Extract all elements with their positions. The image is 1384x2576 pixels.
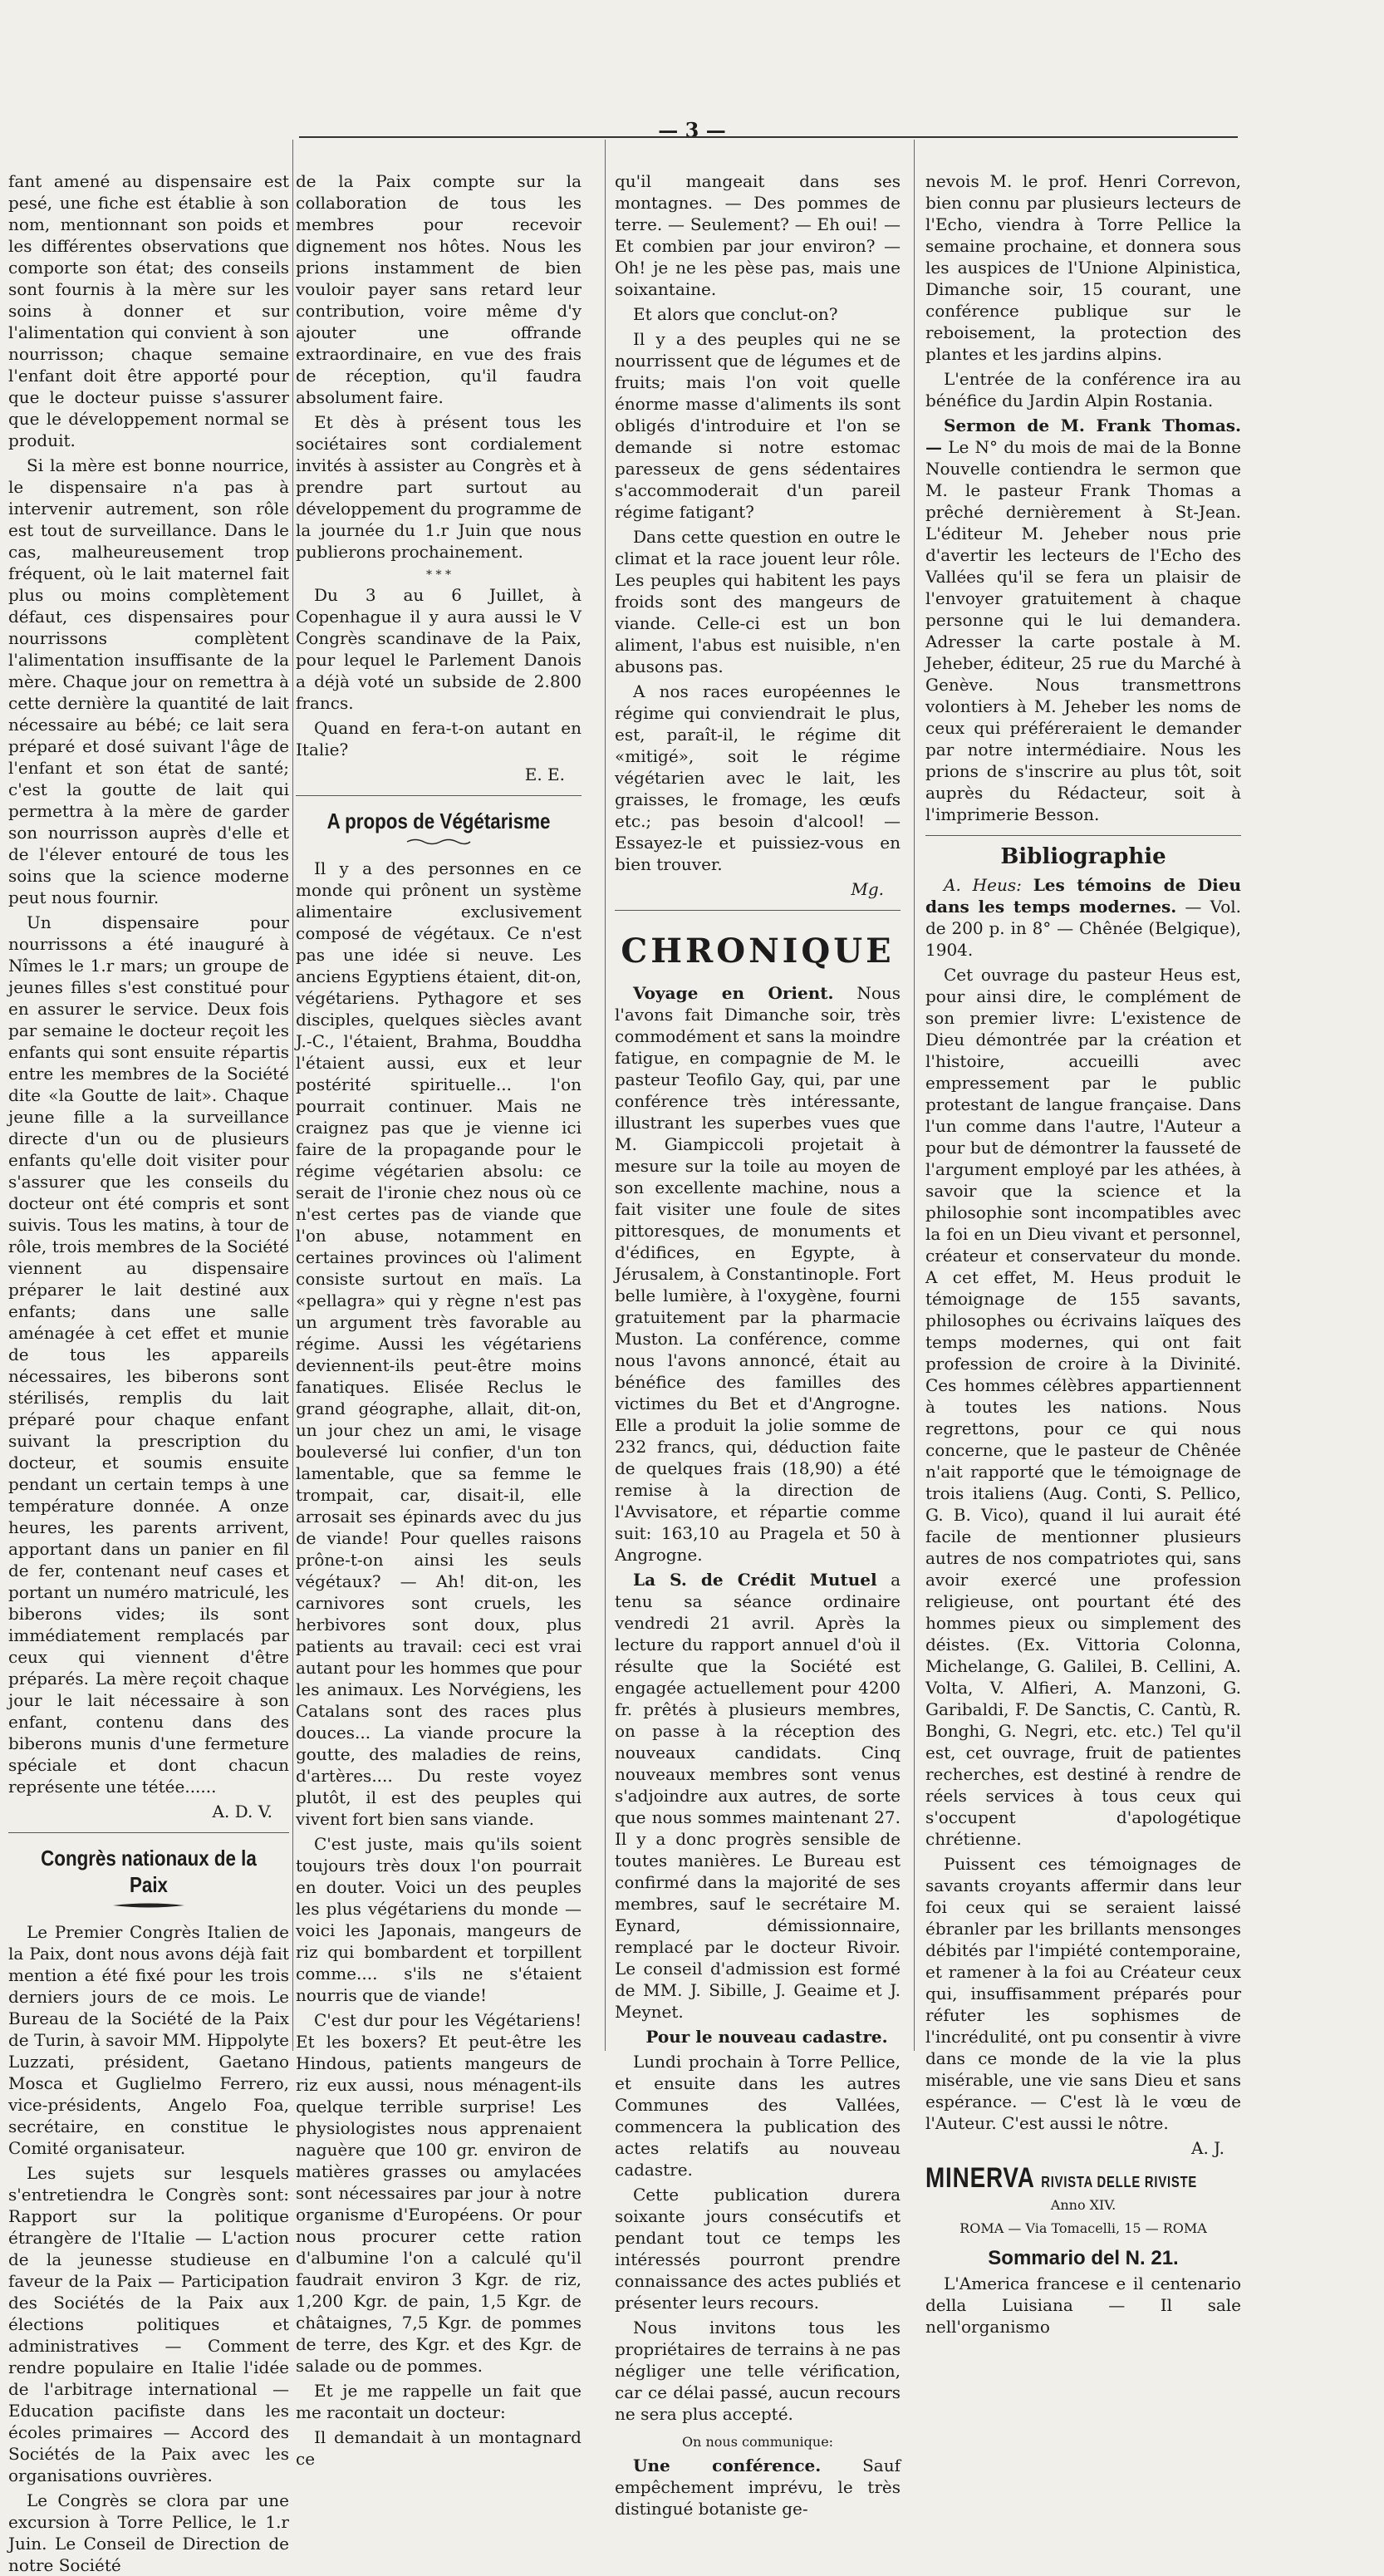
- column-divider: [605, 140, 606, 2051]
- column-divider: [914, 140, 915, 2051]
- paragraph-text: Nous l'avons fait Dimanche soir, très commodément et sans la moindre fatigue, en compagnie de M. le pasteur Teofilo Gay, qui, par une conférence très intéressante, illustrant les superbes vues que M. Giampiccoli projetait à mesure sur la toile au moyen de son excellente machine, nous a fait visiter une foule de sites pittoresques, de monuments et d'édifices, en Egypte, à Jérusalem, à Constantinople. Fort belle lumière, à l'oxygène, fourni gratuitement par la pharmacie Muston. La conférence, comme nous l'avons annoncé, était au bénéfice des familles des victimes du Bet et d'Angrogne. Elle a produit la jolie somme de 232 francs, qui, déduction faite de quelques frais (18,90) a été remise à la direction de l'Avvisatore, et répartie comme suit: 163,10 au Pragela et 50 à Angrogne.: [615, 983, 901, 1565]
- subheading: Une conférence.: [633, 2456, 822, 2475]
- book-details: — Vol. de 200 p. in 8° — Chênée (Belgique), 1904.: [925, 897, 1241, 960]
- column-3: [615, 170, 901, 2519]
- section-rule: [925, 835, 1241, 836]
- column-2: [296, 170, 582, 2469]
- paragraph: Et je me rappelle un fait que me racontait un docteur:: [296, 2381, 582, 2422]
- section-title: A propos de Végétarisme: [326, 809, 551, 833]
- signature: A. J.: [1191, 2138, 1224, 2158]
- subheading: Pour le nouveau cadastre.: [645, 2027, 888, 2047]
- section-title: Congrès nationaux de la Paix: [41, 1846, 257, 1897]
- book-title: Les témoins de Dieu dans les temps modernes.: [925, 875, 1242, 917]
- column-divider: [292, 140, 293, 2051]
- paragraph: Puissent ces témoignages de savants croyants affermir dans leur foi ceux qui se seraient laissé ébranler par les brillants mensonges débités par l'impiété contemporaine, et ramener à la foi au Créateur ceux qui, insuffisamment préparés pour réfuter les sophismes de l'incrédulité, ont pu consentir à vivre dans ce monde de la vie la plus misérable, une vie sans Dieu et sans espérance. — C'est là le vœu de l'Auteur. C'est aussi le nôtre.: [925, 1854, 1241, 2133]
- chronique-heading: CHRONIQUE: [621, 932, 895, 971]
- paragraph-text: Le N° du mois de mai de la Bonne Nouvelle contiendra le sermon que M. le pasteur Frank Thomas a prêché dernièrement à St-Jean. L'éditeur M. Jeheber nous prie d'avertir les lecteurs de l'Echo des Vallées qu'il se fera un plaisir de l'envoyer gratuitement à chaque personne qui le lui demandera. Adresser la carte postale à M. Jeheber, éditeur, 25 rue du Marché à Genève. Nous transmettrons volontiers à M. Jeheber les noms de ceux qui préféreraient le demander par notre intermédiaire. Nous les prions de s'inscrire au plus tôt, soit auprès du Rédacteur, soit à l'imprimerie Besson.: [925, 437, 1241, 824]
- paragraph-text: Sauf empêchement imprévu, le très distingué botaniste ge-: [615, 2456, 901, 2519]
- signature: E. E.: [524, 764, 565, 784]
- ornament-rule: [111, 1901, 186, 1910]
- minerva-title: MINERVA: [925, 2162, 1034, 2194]
- paragraph: Si la mère est bonne nourrice, le dispensaire n'a pas à intervenir autrement, son rôle est tout de surveillance. Dans le cas, malheureusement trop fréquent, où le lait maternel fait plus ou moins complètement défaut, ces dispensaires pour nourrissons complètent l'alimentation insuffisante de la mère. Chaque jour on remettra à cette dernière la quantité de lait nécessaire au bébé; ce lait sera préparé et dosé suivant l'âge de l'enfant et son état de santé; c'est la goutte de lait qui permettra à la mère de garder son nourrisson auprès d'elle et de l'élever entouré de tous les soins que la science moderne peut nous fournir.: [8, 455, 289, 907]
- minerva-masthead: [925, 2162, 1198, 2194]
- section-rule: [296, 795, 582, 796]
- paragraph: Dans cette question en outre le climat et la race jouent leur rôle. Les peuples qui habitent les pays froids sont des mangeurs de viande. Celle-ci est un bon aliment, l'abus est nuisible, n'en abusons pas.: [615, 527, 901, 676]
- paragraph: Le Premier Congrès Italien de la Paix, dont nous avons déjà fait mention a été fixé pour les trois derniers jours de ce mois. Le Bureau de la Société de la Paix de Turin, à savoir MM. Hippolyte Luzzati, président, Gaetano Mosca et Guglielmo Ferrero, vice-présidents, Angelo Foa, secrétaire, en constitue le Comité organisateur.: [8, 1922, 289, 2158]
- subheading: Sermon de M. Frank Thomas. —: [925, 415, 1241, 457]
- signature: Mg.: [851, 879, 884, 899]
- paragraph: Quand en fera-t-on autant en Italie?: [296, 718, 582, 760]
- page-number: — 3 —: [658, 118, 726, 142]
- sommario-heading: Sommario del N. 21.: [988, 2247, 1179, 2269]
- paragraph: Lundi prochain à Torre Pellice, et ensuite dans les autres Communes des Vallées, commencera la publication des actes relatifs au nouveau cadastre.: [615, 2052, 901, 2180]
- paragraph: Et dès à présent tous les sociétaires sont cordialement invités à assister au Congrès et à prendre part surtout au développement du programme de la journée du 1.r Juin que nous publierons prochainement.: [296, 412, 582, 562]
- paragraph: Le Congrès se clora par une excursion à Torre Pellice, le 1.r Juin. Le Conseil de Direction de notre Société: [8, 2490, 289, 2575]
- minerva-address: ROMA — Via Tomacelli, 15 — ROMA: [959, 2220, 1207, 2236]
- minerva-year: Anno XIV.: [1050, 2197, 1117, 2213]
- header-rule: [299, 136, 1238, 138]
- section-rule: [615, 910, 901, 911]
- column-1: [8, 170, 289, 2575]
- paragraph: Cette publication durera soixante jours consécutifs et pendant tout ce temps les intéressés pourront prendre connaissance des actes publiés et présenter leurs recours.: [615, 2185, 901, 2313]
- paragraph: Un dispensaire pour nourrissons a été inauguré à Nîmes le 1.r mars; un groupe de jeunes filles s'est constitué pour en assurer le service. Deux fois par semaine le docteur reçoit les enfants qui sont ensuite répartis entre les membres de la Société dite «la Goutte de lait». Chaque jeune fille a la surveillance directe d'un ou de plusieurs enfants qu'elle doit visiter pour s'assurer que les conseils du docteur ont été compris et sont suivis. Tous les matins, à tour de rôle, trois membres de la Société viennent au dispensaire préparer le lait destiné aux enfants; dans une salle aménagée à cet effet et munie de tous les appareils nécessaires, les biberons sont stérilisés, remplis du lait préparé pour chaque enfant suivant la prescription du docteur, et soumis ensuite pendant un certain temps à une température donnée. A onze heures, les parents arrivent, apportant dans un panier en fil de fer, contenant neuf cases et portant un numéro matriculé, les biberons vides; ils sont immédiatement remplacés par ceux qui viennent d'être préparés. La mère reçoit chaque jour le lait nécessaire à son enfant, contenu dans des biberons munis d'une fermeture spéciale et dont chacun représente une tétée......: [8, 912, 289, 1797]
- subheading: La S. de Crédit Mutuel: [633, 1570, 877, 1590]
- paragraph: Du 3 au 6 Juillet, à Copenhague il y aura aussi le V Congrès scandinave de la Paix, pour lequel le Parlement Danois a déjà voté un subside de 2.800 francs.: [296, 585, 582, 713]
- signature: A. D. V.: [212, 1802, 272, 1821]
- paragraph: Il y a des personnes en ce monde qui prônent un système alimentaire exclusivement composé de végétaux. Ce n'est pas une idée si neuve. Les anciens Egyptiens étaient, dit-on, végétariens. Pythagore et ses disciples, quelques siècles avant J.-C., l'étaient, Brahma, Bouddha l'étaient aussi, eux et leur postérité spirituelle... l'on pourrait continuer. Mais ne craignez pas que je vienne ici faire de la propagande pour le régime végétarien absolu: ce serait de l'ironie chez nous où ce n'est certes pas de viande que l'on abuse, notamment en certaines provinces où l'aliment consiste surtout en maïs. La «pellagra» qui y règne n'est pas un argument très favorable au régime. Aussi les végétariens deviennent-ils peut-être moins fanatiques. Elisée Reclus le grand géographe, allait, dit-on, un jour chez un ami, le visage bouleversé lui confier, d'un ton lamentable, que sa femme le trompait, car, disait-il, elle arrosait ses épinards avec du jus de viande! Pour quelles raisons prône-t-on ainsi les seuls végétaux? — Ah! dit-on, les carnivores sont cruels, les herbivores sont doux, plus patients au travail: ceci est vrai autant pour les hommes que pour les animaux. Les Norvégiens, les Catalans sont des races plus douces... La viande procure la goutte, des maladies de reins, d'artères.... Du reste voyez plutôt, il est des peuples qui vivent fort bien sans viande.: [296, 858, 582, 1829]
- paragraph: Il y a des peuples qui ne se nourrissent que de légumes et de fruits; mais l'on voit quelle énorme masse d'aliments ils sont obligés d'introduire et l'on se demande si notre estomac paresseux de gens sédentaires s'accommoderait d'un pareil régime fatigant?: [615, 329, 901, 522]
- paragraph: L'entrée de la conférence ira au bénéfice du Jardin Alpin Rostania.: [925, 369, 1241, 410]
- paragraph: Les sujets sur lesquels s'entretiendra le Congrès sont: Rapport sur la politique étrangère de l'Italie — L'action de la jeunesse studieuse en faveur de la Paix — Participation des Sociétés de la Paix aux élections politiques et administratives — Comment rendre populaire en Italie l'idée de l'arbitrage international — Education pacifiste dans les écoles primaires — Accord des Sociétés de la Paix avec les organisations ouvrières.: [8, 2163, 289, 2485]
- paragraph: nevois M. le prof. Henri Correvon, bien connu par plusieurs lecteurs de l'Echo, viendra à Torre Pellice la semaine prochaine, et donnera sous les auspices de l'Unione Alpinistica, Dimanche soir, 15 courant, une conférence publique sur le reboisement, la protection des plantes et les jardins alpins.: [925, 171, 1241, 364]
- paragraph: Et alors que conclut-on?: [633, 304, 838, 324]
- paragraph: L'America francese e il centenario della Luisiana — Il sale nell'organismo: [925, 2274, 1241, 2337]
- subheading: Voyage en Orient.: [633, 983, 834, 1003]
- paragraph: qu'il mangeait dans ses montagnes. — Des pommes de terre. — Seulement? — Eh oui! — Et combien par jour environ? — Oh! je ne les pèse pas, mais une soixantaine.: [615, 171, 901, 299]
- paragraph-text: a tenu sa séance ordinaire vendredi 21 avril. Après la lecture du rapport annuel d'où il résulte que la Société est engagée actuellement pour 4200 fr. prêtés à plusieurs membres, on passe à la réception des nouveaux candidats. Cinq nouveaux membres sont venus s'adjoindre aux autres, de sorte que nous sommes maintenant 27. Il y a donc progrès sensible de toutes manières. Le Bureau est confirmé dans la majorité de ses membres, sauf le secrétaire M. Eynard, démissionnaire, remplacé par le docteur Rivoir. Le conseil d'admission est formé de MM. J. Sibille, J. Geaime et J. Meynet.: [615, 1570, 901, 2022]
- paragraph: de la Paix compte sur la collaboration de tous les membres pour recevoir dignement nos hôtes. Nous les prions instamment de bien vouloir payer sans retard leur contribution, voire même d'y ajouter une offrande extraordinaire, en vue des frais de réception, qu'il faudra absolument faire.: [296, 171, 582, 407]
- ornament-rule: [405, 838, 472, 846]
- bibliography-heading: Bibliographie: [1000, 844, 1166, 869]
- paragraph: Nous invitons tous les propriétaires de terrains à ne pas négliger une telle vérification, car ce délai passé, aucun recours ne sera plus accepté.: [615, 2318, 901, 2424]
- paragraph: Il demandait à un montagnard ce: [296, 2427, 582, 2469]
- section-rule: [8, 1832, 289, 1833]
- minerva-subtitle: RIVISTA DELLE RIVISTE: [1041, 2174, 1198, 2190]
- paragraph: C'est dur pour les Végétariens! Et les boxers? Et peut-être les Hindous, patients mangeurs de riz eux aussi, nous ménagent-ils quelque terrible surprise! Les physiologistes nous apprenaient naguère que 100 gr. environ de matières grasses ou amylacées sont nécessaires par jour à notre organisme d'Européens. Or pour nous procurer cette ration d'albumine l'on a calculé qu'il faudrait environ 3 Kgr. de riz, 1,200 Kgr. de pain, 1,5 Kgr. de châtaignes, 7,5 Kgr. de pommes de terre, des Kgr. et des Kgr. de salade ou de pommes.: [296, 2010, 582, 2376]
- paragraph: C'est juste, mais qu'ils soient toujours très doux l'on pourrait en douter. Voici un des peuples les plus végétariens du monde — voici les Japonais, mangeurs de riz qui bombardent et torpillent comme.... s'ils ne s'étaient nourris que de viande!: [296, 1834, 582, 2005]
- book-author: A. Heus:: [944, 875, 1022, 895]
- asterism: * * *: [426, 568, 451, 582]
- column-4: [925, 170, 1242, 2337]
- paragraph: Cet ouvrage du pasteur Heus est, pour ainsi dire, le complément de son premier livre: L'existence de Dieu démontrée par la création et l'histoire, accueilli avec empressement par le public protestant de langue française. Dans l'un comme dans l'autre, l'Auteur a pour but de démontrer la fausseté de l'argument employé par les athées, à savoir que la science et la philosophie sont incompatibles avec la foi en un Dieu vivant et personnel, créateur et conservateur du monde. A cet effet, M. Heus produit le témoignage de 155 savants, philosophes ou écrivains laïques des temps modernes, qui ont fait profession de croire à la Divinité. Ces hommes célèbres appartiennent à toutes les nations. Nous regrettons, pour ce qui nous concerne, que le pasteur de Chênée n'ait rapporté que le témoignage de trois italiens (Aug. Conti, S. Pellico, G. B. Vico), quand il lui aurait été facile de mentionner plusieurs autres de nos compatriotes qui, sans avoir exercé une profession religieuse, ont pourtant été des hommes pieux ou simplement des déistes. (Ex. Vittoria Colonna, Michelange, G. Galilei, B. Cellini, A. Volta, V. Alfieri, A. Manzoni, G. Garibaldi, F. De Sanctis, C. Cantù, R. Bonghi, G. Negri, etc. etc.) Tel qu'il est, cet ouvrage, fruit de patientes recherches, est destiné à rendre de réels services à tous ceux qui s'occupent d'apologétique chrétienne.: [925, 965, 1241, 1849]
- paragraph: A nos races européennes le régime qui conviendrait le plus, est, paraît-il, le régime dit «mitigé», soit le régime végétarien avec le lait, les graisses, le fromage, les œufs etc.; pas besoin d'alcool! — Essayez-le et puissiez-vous en bien trouver.: [615, 681, 901, 874]
- communique-label: On nous communique:: [681, 2434, 834, 2450]
- paragraph: fant amené au dispensaire est pesé, une fiche est établie à son nom, mentionnant son poids et les différentes observations que comporte son état; des conseils sont fournis à la mère sur les soins à donner et sur l'alimentation qui convient à son nourrisson; chaque semaine l'enfant doit être apporté pour que le docteur puisse s'assurer que le développement normal se produit.: [8, 171, 289, 450]
